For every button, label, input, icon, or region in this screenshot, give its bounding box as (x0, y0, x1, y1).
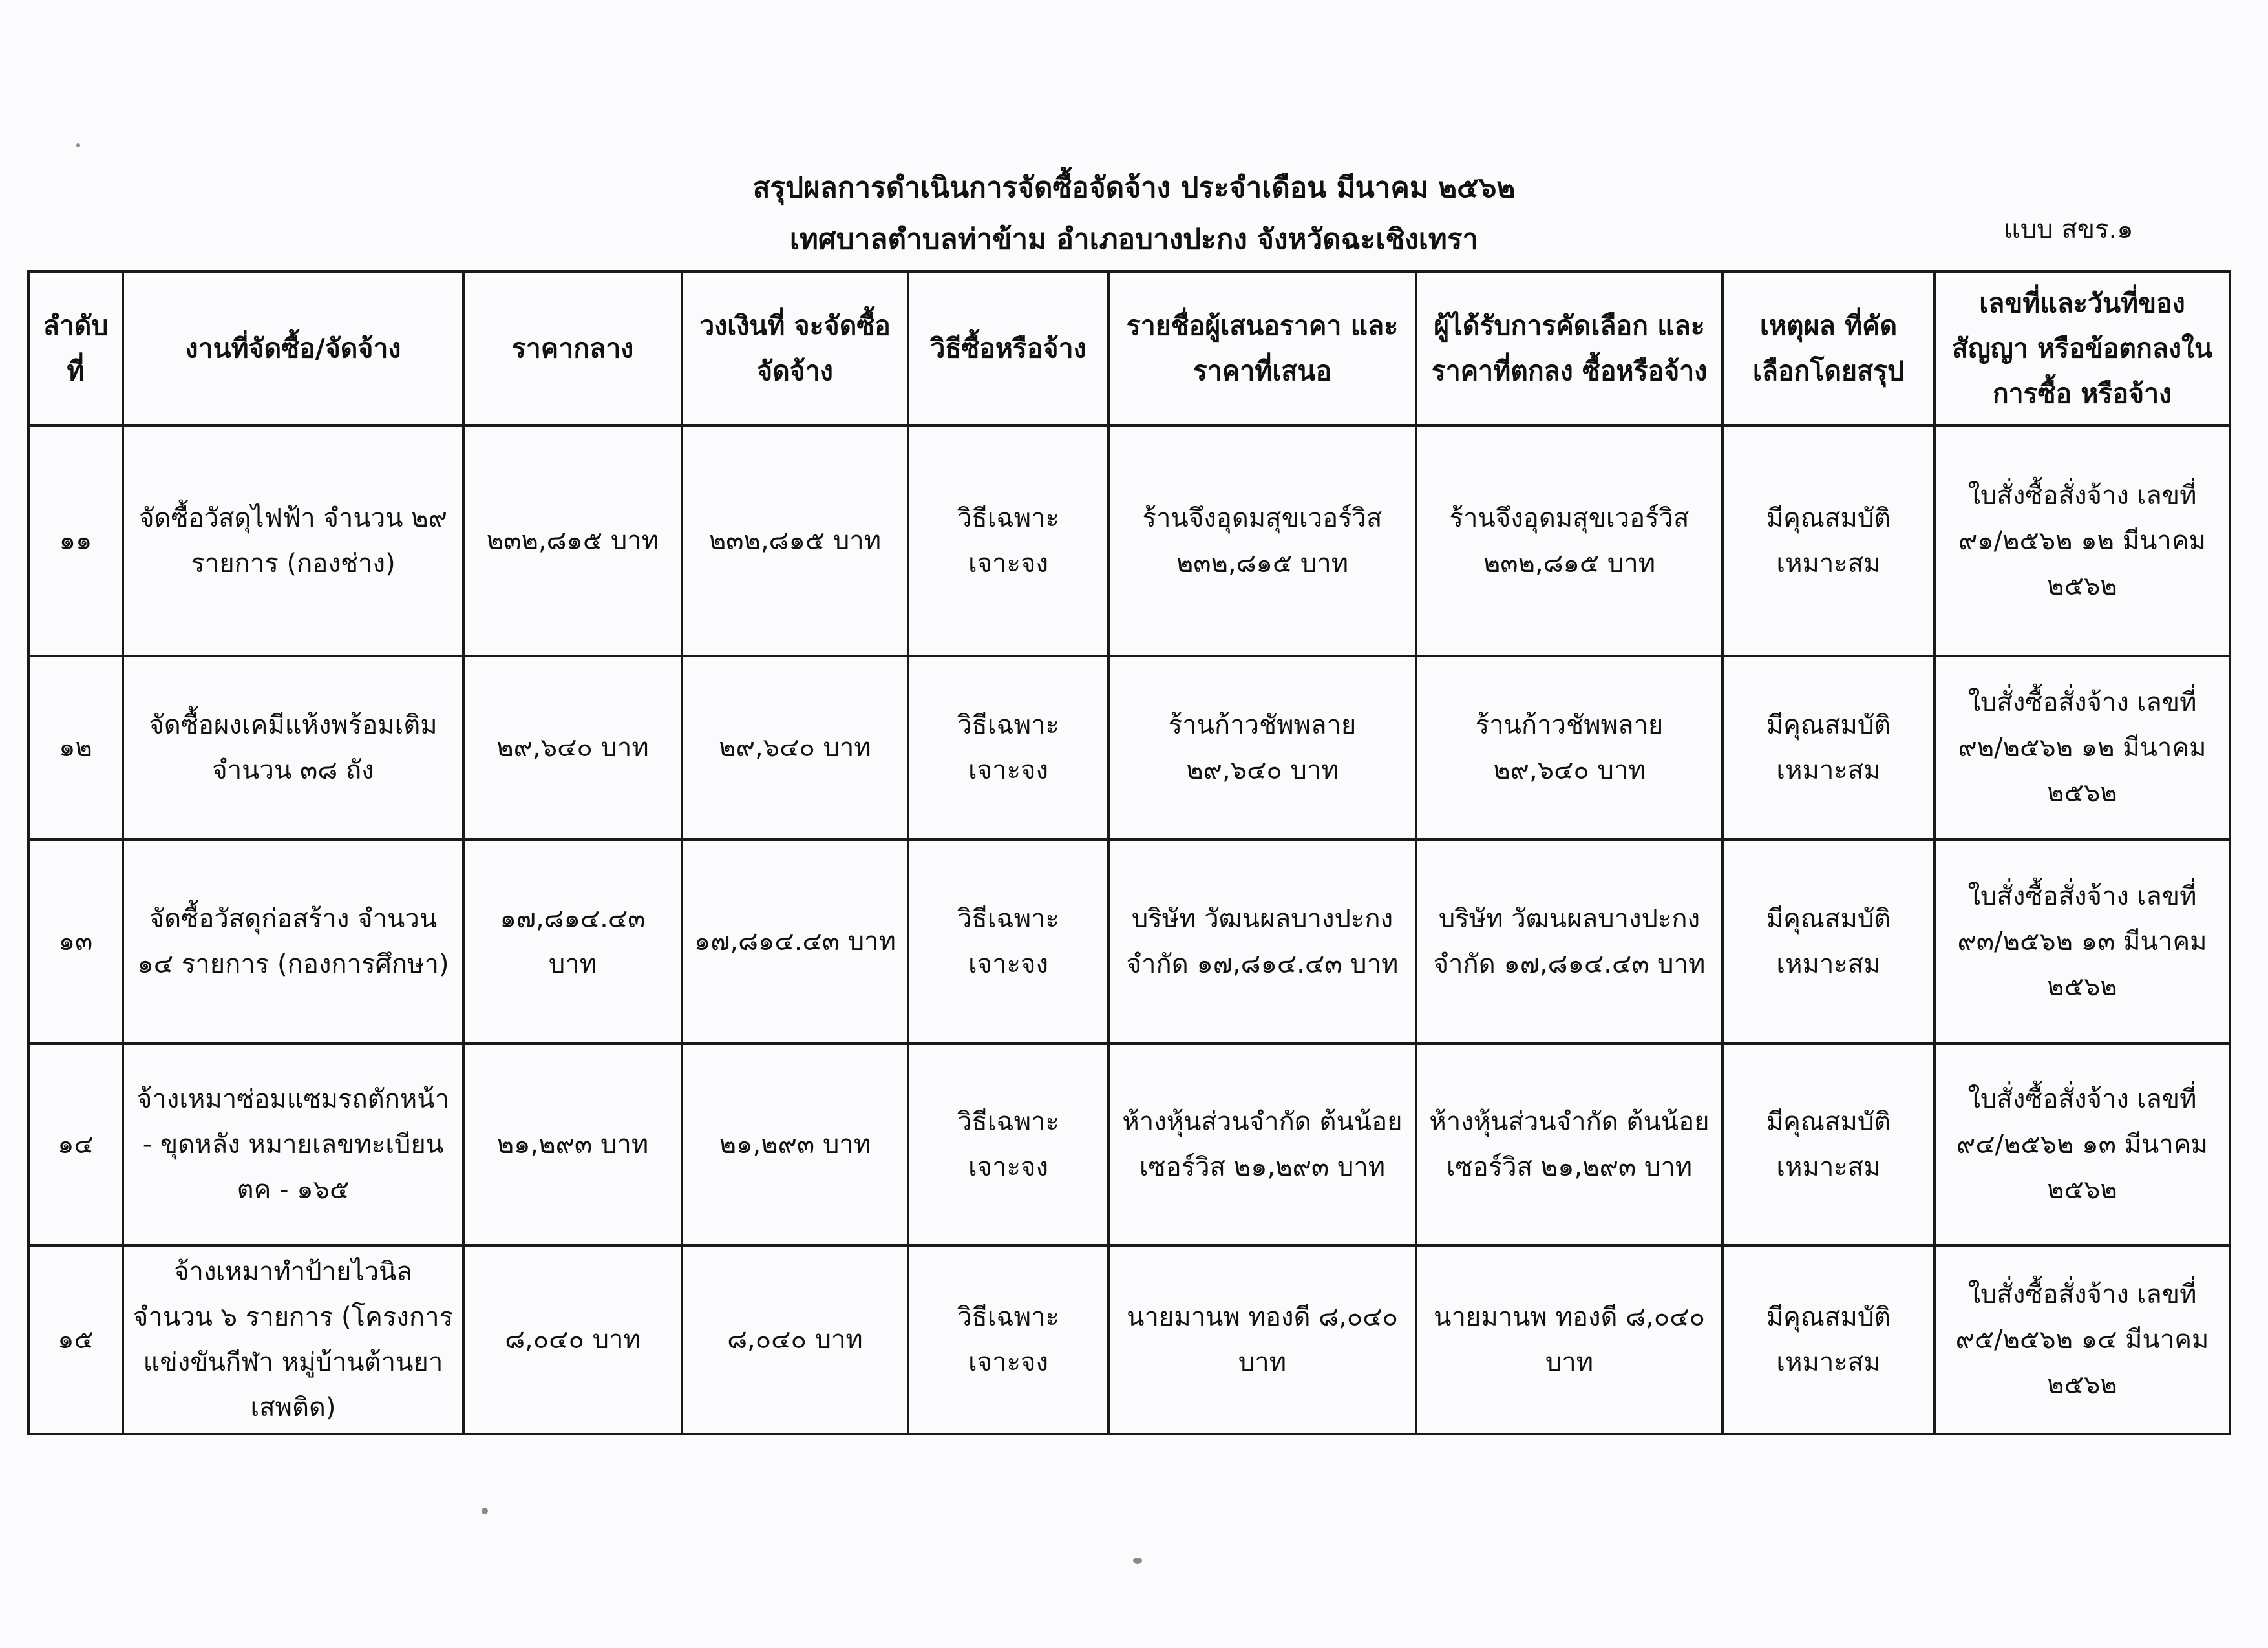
cell-item: จัดซื้อวัสดุไฟฟ้า จำนวน ๒๙ รายการ (กองช่าง) (123, 425, 463, 656)
cell-reason: มีคุณสมบัติ เหมาะสม (1722, 656, 1934, 840)
table-row (28, 1044, 2230, 1245)
cell-median-price: ๘,๐๔๐ บาท (463, 1245, 682, 1434)
cell-no: ๑๓ (28, 840, 123, 1044)
cell-item: จ้างเหมาทำป้ายไวนิล จำนวน ๖ รายการ (โครงการแข่งขันกีฬา หมู่บ้านต้านยาเสพติด) (123, 1245, 463, 1434)
cell-reason: มีคุณสมบัติ เหมาะสม (1722, 1044, 1934, 1245)
cell-no: ๑๔ (28, 1044, 123, 1245)
document-subtitle: เทศบาลตำบลท่าข้าม อำเภอบางปะกง จังหวัดฉะเชิงเทรา (789, 223, 1479, 256)
scan-speck (482, 1508, 488, 1514)
cell-budget: ๒๑,๒๙๓ บาท (682, 1044, 908, 1245)
cell-selected: บริษัท วัฒนผลบางปะกง จำกัด ๑๗,๘๑๔.๔๓ บาท (1416, 840, 1722, 1044)
cell-method: วิธีเฉพาะเจาะจง (908, 1044, 1108, 1245)
table-row (28, 840, 2230, 1044)
cell-contract: ใบสั่งซื้อสั่งจ้าง เลขที่ ๙๕/๒๕๖๒ ๑๔ มีนาคม ๒๕๖๒ (1934, 1245, 2230, 1434)
cell-method: วิธีเฉพาะเจาะจง (908, 656, 1108, 840)
cell-no: ๑๒ (28, 656, 123, 840)
cell-reason: มีคุณสมบัติ เหมาะสม (1722, 425, 1934, 656)
cell-item: จัดซื้อผงเคมีแห้งพร้อมเติม จำนวน ๓๘ ถัง (123, 656, 463, 840)
col-header-item: งานที่จัดซื้อ/จัดจ้าง (123, 271, 463, 425)
col-header-method: วิธีซื้อหรือจ้าง (908, 271, 1108, 425)
table-row (28, 1245, 2230, 1434)
cell-budget: ๒๙,๖๔๐ บาท (682, 656, 908, 840)
col-header-median-price: ราคากลาง (463, 271, 682, 425)
cell-method: วิธีเฉพาะเจาะจง (908, 1245, 1108, 1434)
cell-bidders: ห้างหุ้นส่วนจำกัด ต้นน้อย เซอร์วิส ๒๑,๒๙๓ บาท (1108, 1044, 1416, 1245)
scan-speck (76, 143, 80, 147)
cell-selected: ร้านจึงอุดมสุขเวอร์วิส ๒๓๒,๘๑๕ บาท (1416, 425, 1722, 656)
col-header-contract: เลขที่และวันที่ของสัญญา หรือข้อตกลงในการซื้อ หรือจ้าง (1934, 271, 2230, 425)
cell-no: ๑๑ (28, 425, 123, 656)
cell-contract: ใบสั่งซื้อสั่งจ้าง เลขที่ ๙๑/๒๕๖๒ ๑๒ มีนาคม ๒๕๖๒ (1934, 425, 2230, 656)
table-row (28, 656, 2230, 840)
col-header-selected: ผู้ได้รับการคัดเลือก และราคาที่ตกลง ซื้อหรือจ้าง (1416, 271, 1722, 425)
cell-median-price: ๒๑,๒๙๓ บาท (463, 1044, 682, 1245)
col-header-bidders: รายชื่อผู้เสนอราคา และราคาที่เสนอ (1108, 271, 1416, 425)
cell-bidders: ร้านก้าวชัพพลาย ๒๙,๖๔๐ บาท (1108, 656, 1416, 840)
cell-reason: มีคุณสมบัติ เหมาะสม (1722, 1245, 1934, 1434)
cell-budget: ๒๓๒,๘๑๕ บาท (682, 425, 908, 656)
form-code: แบบ สขร.๑ (2004, 215, 2134, 244)
cell-median-price: ๑๗,๘๑๔.๔๓ บาท (463, 840, 682, 1044)
cell-reason: มีคุณสมบัติ เหมาะสม (1722, 840, 1934, 1044)
cell-budget: ๑๗,๘๑๔.๔๓ บาท (682, 840, 908, 1044)
cell-item: จ้างเหมาซ่อมแซมรถตักหน้า - ขุดหลัง หมายเลขทะเบียน ตค - ๑๖๕ (123, 1044, 463, 1245)
table-row (28, 425, 2230, 656)
cell-method: วิธีเฉพาะเจาะจง (908, 425, 1108, 656)
cell-contract: ใบสั่งซื้อสั่งจ้าง เลขที่ ๙๒/๒๕๖๒ ๑๒ มีนาคม ๒๕๖๒ (1934, 656, 2230, 840)
cell-bidders: บริษัท วัฒนผลบางปะกง จำกัด ๑๗,๘๑๔.๔๓ บาท (1108, 840, 1416, 1044)
cell-selected: ร้านก้าวชัพพลาย ๒๙,๖๔๐ บาท (1416, 656, 1722, 840)
scan-speck (1133, 1558, 1142, 1564)
cell-selected: นายมานพ ทองดี ๘,๐๔๐ บาท (1416, 1245, 1722, 1434)
document-title: สรุปผลการดำเนินการจัดซื้อจัดจ้าง ประจำเดือน มีนาคม ๒๕๖๒ (752, 171, 1516, 204)
cell-bidders: นายมานพ ทองดี ๘,๐๔๐ บาท (1108, 1245, 1416, 1434)
cell-bidders: ร้านจึงอุดมสุขเวอร์วิส ๒๓๒,๘๑๕ บาท (1108, 425, 1416, 656)
cell-median-price: ๒๙,๖๔๐ บาท (463, 656, 682, 840)
cell-item: จัดซื้อวัสดุก่อสร้าง จำนวน ๑๔ รายการ (กองการศึกษา) (123, 840, 463, 1044)
header-row (28, 271, 2230, 425)
cell-median-price: ๒๓๒,๘๑๕ บาท (463, 425, 682, 656)
cell-no: ๑๕ (28, 1245, 123, 1434)
cell-contract: ใบสั่งซื้อสั่งจ้าง เลขที่ ๙๓/๒๕๖๒ ๑๓ มีนาคม ๒๕๖๒ (1934, 840, 2230, 1044)
col-header-no: ลำดับที่ (28, 271, 123, 425)
cell-method: วิธีเฉพาะเจาะจง (908, 840, 1108, 1044)
procurement-table (27, 270, 2231, 1435)
col-header-budget: วงเงินที่ จะจัดซื้อจัดจ้าง (682, 271, 908, 425)
cell-contract: ใบสั่งซื้อสั่งจ้าง เลขที่ ๙๔/๒๕๖๒ ๑๓ มีนาคม ๒๕๖๒ (1934, 1044, 2230, 1245)
cell-budget: ๘,๐๔๐ บาท (682, 1245, 908, 1434)
cell-selected: ห้างหุ้นส่วนจำกัด ต้นน้อย เซอร์วิส ๒๑,๒๙๓ บาท (1416, 1044, 1722, 1245)
col-header-reason: เหตุผล ที่คัดเลือกโดยสรุป (1722, 271, 1934, 425)
